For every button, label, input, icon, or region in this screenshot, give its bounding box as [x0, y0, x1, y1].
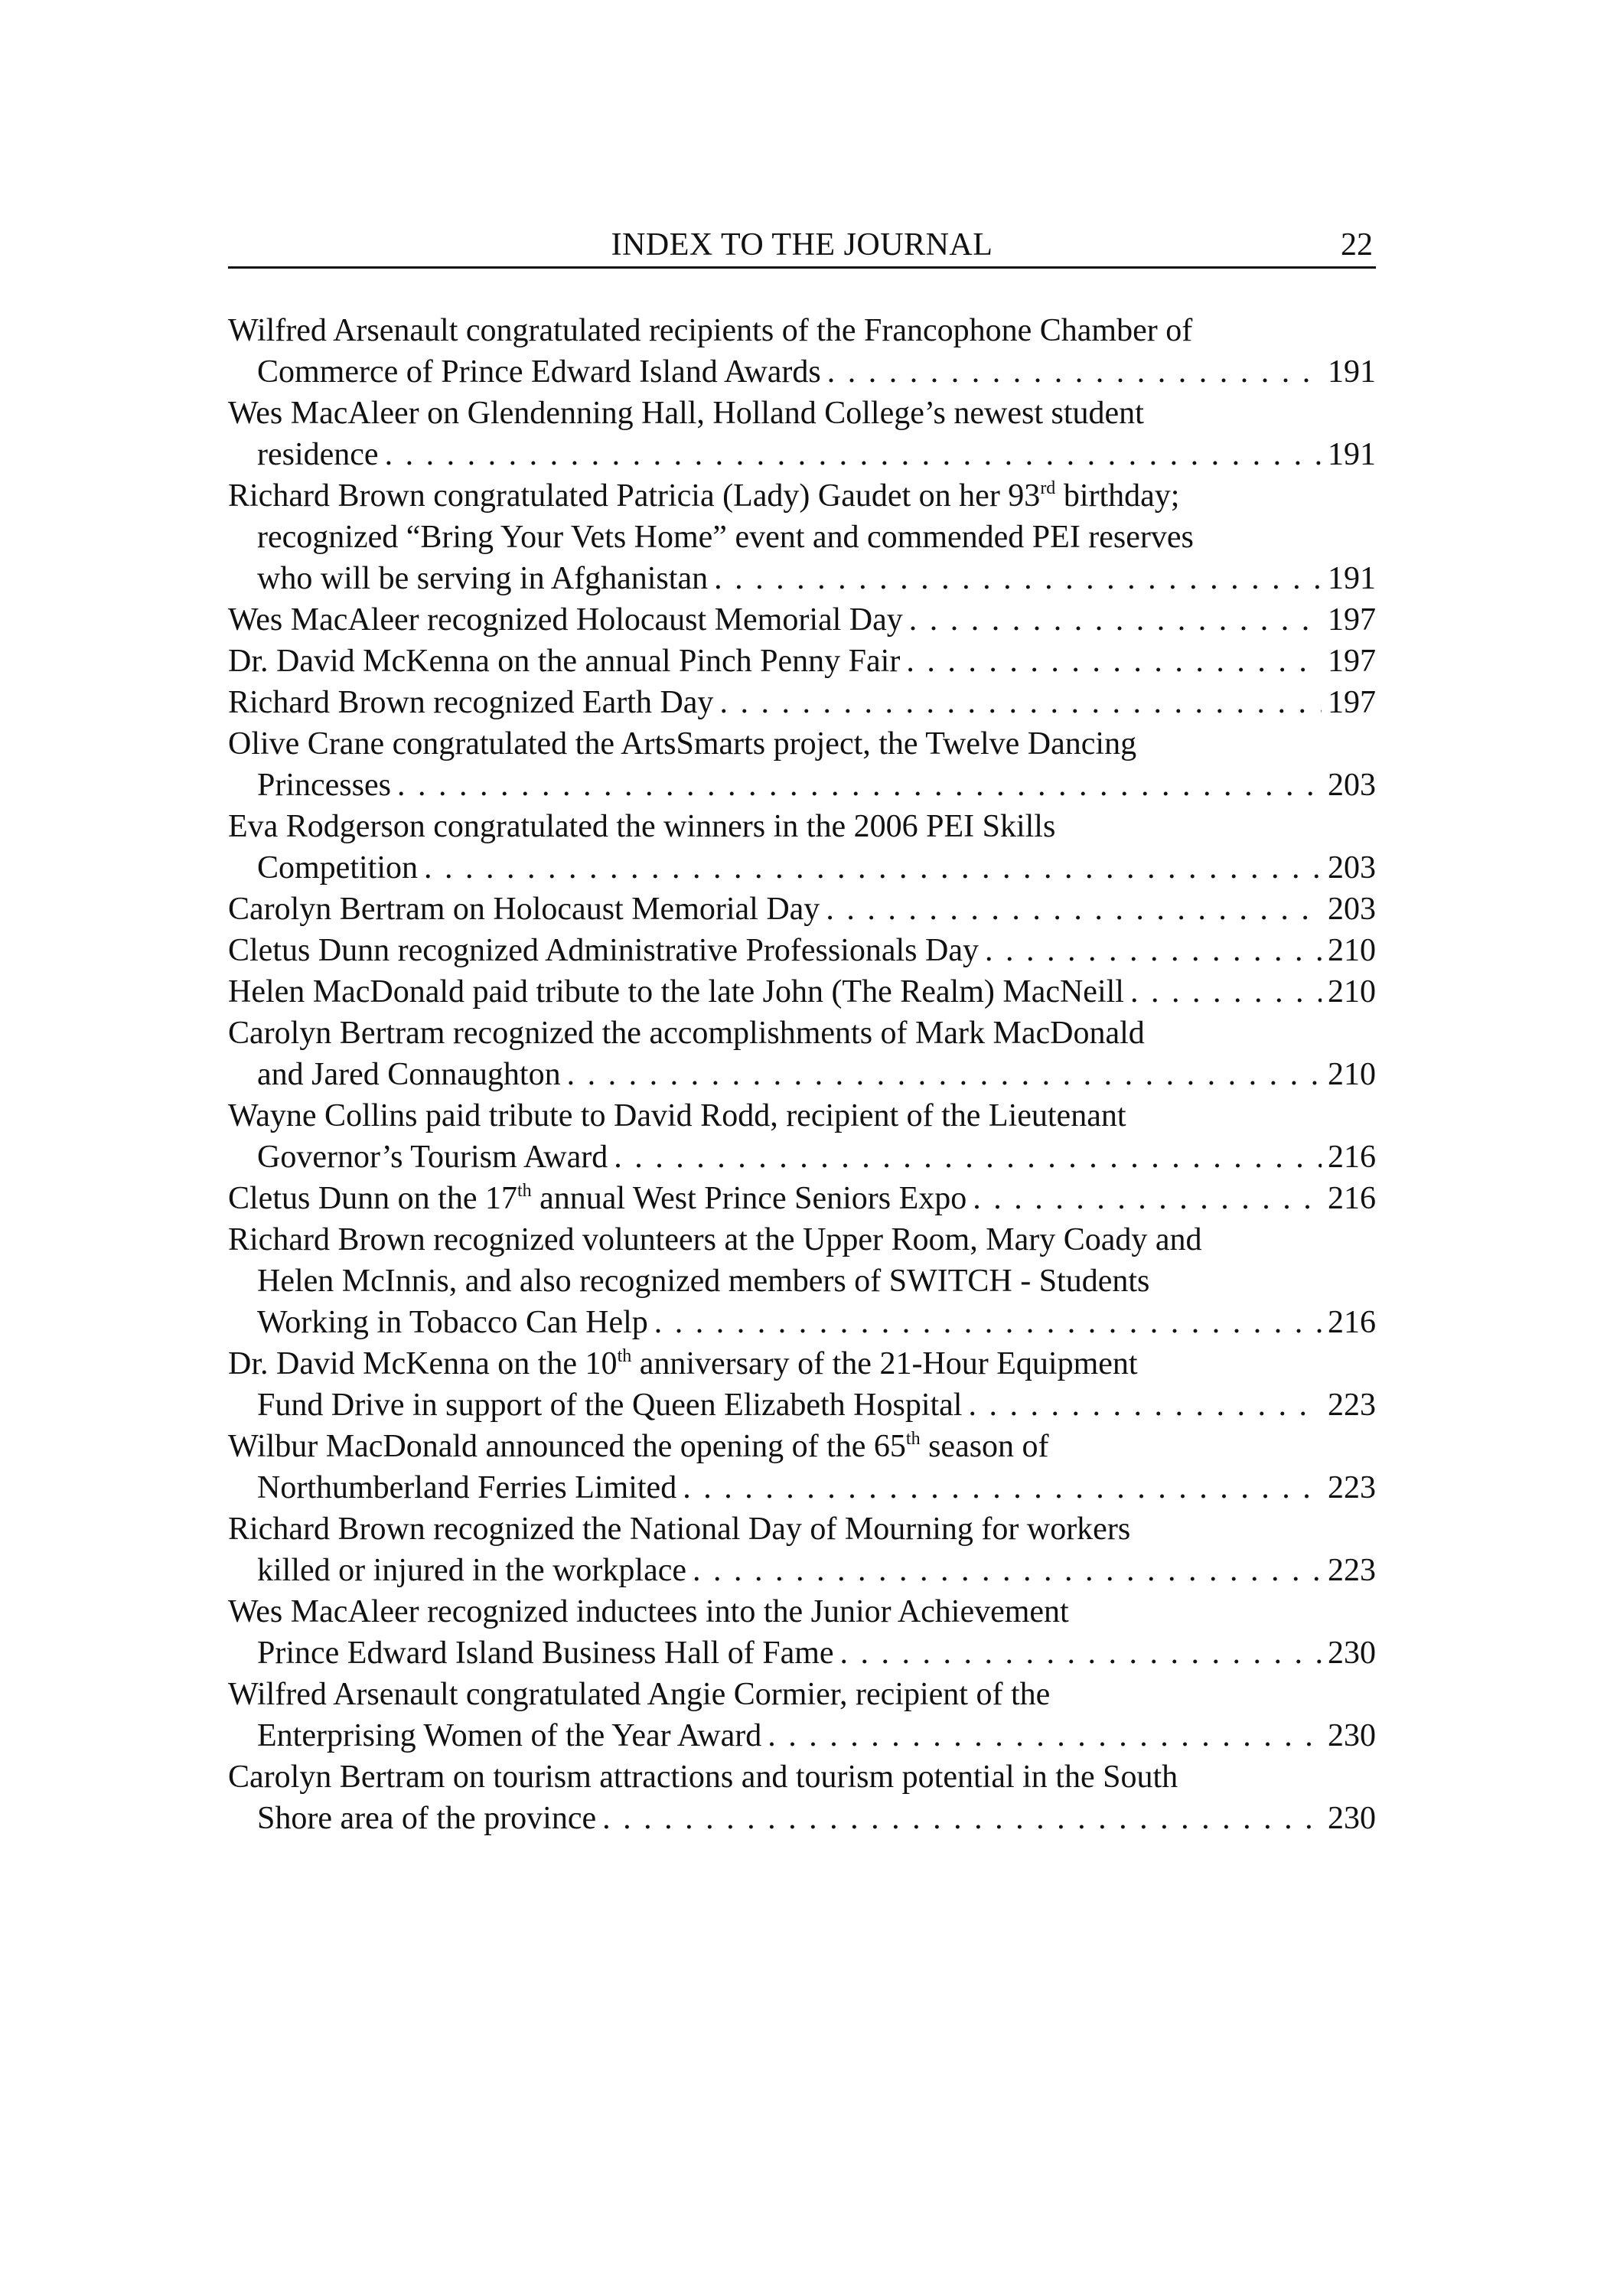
entry-page-number: 223	[1328, 1388, 1376, 1423]
dot-leader	[840, 1632, 1322, 1674]
index-entry-line	[228, 1013, 1376, 1054]
index-entry-line	[228, 847, 1376, 889]
entry-text: Helen McInnis, and also recognized members of SWITCH - Students	[257, 1264, 1150, 1299]
entry-text: Competition	[257, 850, 418, 885]
dot-leader	[909, 599, 1322, 641]
index-entry-line	[228, 1384, 1376, 1426]
entry-page-number: 210	[1328, 1057, 1376, 1092]
dot-leader	[424, 847, 1322, 889]
index-entry-line	[228, 1219, 1376, 1261]
entry-text: Richard Brown recognized the National Day of Mourning for workers	[228, 1512, 1131, 1547]
index-entry	[228, 1674, 1376, 1756]
index-entry-line	[228, 1302, 1376, 1343]
index-entry	[228, 806, 1376, 889]
index-entry-line	[228, 1591, 1376, 1632]
entry-page-number: 230	[1328, 1636, 1376, 1671]
dot-leader	[714, 558, 1322, 599]
entry-text: Shore area of the province	[257, 1801, 597, 1836]
entry-text: residence	[257, 437, 379, 472]
entry-text: Wes MacAleer on Glendenning Hall, Holland College’s newest student	[228, 396, 1144, 431]
index-entry	[228, 1219, 1376, 1343]
dot-leader	[826, 889, 1322, 930]
entry-text: Wes MacAleer recognized inductees into the Junior Achievement	[228, 1594, 1069, 1629]
entry-page-number: 223	[1328, 1470, 1376, 1505]
entry-text: Working in Tobacco Can Help	[257, 1305, 648, 1340]
index-entry	[228, 1095, 1376, 1178]
index-entry	[228, 1756, 1376, 1839]
index-entry	[228, 889, 1376, 930]
index-entry-line	[228, 351, 1376, 393]
dot-leader	[693, 1550, 1322, 1591]
entry-text: killed or injured in the workplace	[257, 1553, 686, 1588]
index-entry-line	[228, 1632, 1376, 1674]
index-entry	[228, 1591, 1376, 1674]
entry-page-number: 230	[1328, 1718, 1376, 1753]
entry-text: Cletus Dunn on the 17th annual West Prince Seniors Expo	[228, 1181, 967, 1216]
index-entry-line	[228, 1261, 1376, 1302]
index-entry	[228, 723, 1376, 806]
entry-text: Prince Edward Island Business Hall of Fame	[257, 1636, 834, 1671]
index-entry-line	[228, 1095, 1376, 1137]
entry-text: who will be serving in Afghanistan	[257, 561, 709, 596]
dot-leader	[567, 1054, 1322, 1095]
index-entry-line	[228, 1756, 1376, 1798]
index-entry-line	[228, 599, 1376, 641]
index-entry-line	[228, 723, 1376, 765]
entry-text: Wayne Collins paid tribute to David Rodd, recipient of the Lieutenant	[228, 1098, 1126, 1133]
index-entry-line	[228, 310, 1376, 351]
index-entry-list	[228, 310, 1376, 1839]
index-entry	[228, 641, 1376, 682]
index-entry	[228, 1013, 1376, 1095]
header-page-number: 22	[1341, 227, 1373, 263]
dot-leader	[683, 1467, 1322, 1508]
dot-leader	[973, 1178, 1322, 1219]
index-entry	[228, 310, 1376, 393]
entry-text: Princesses	[257, 768, 391, 803]
dot-leader	[654, 1302, 1322, 1343]
index-entry	[228, 599, 1376, 641]
dot-leader	[385, 434, 1322, 475]
entry-text: and Jared Connaughton	[257, 1057, 561, 1092]
entry-page-number: 203	[1328, 892, 1376, 927]
dot-leader	[602, 1798, 1322, 1839]
index-entry-line	[228, 393, 1376, 434]
index-entry-line	[228, 1343, 1376, 1384]
index-entry	[228, 682, 1376, 723]
entry-page-number: 216	[1328, 1305, 1376, 1340]
dot-leader	[1130, 971, 1322, 1013]
index-entry	[228, 971, 1376, 1013]
entry-text: Helen MacDonald paid tribute to the late John (The Realm) MacNeill	[228, 974, 1124, 1009]
entry-text: Carolyn Bertram recognized the accomplishments of Mark MacDonald	[228, 1016, 1145, 1051]
index-entry-line	[228, 765, 1376, 806]
entry-text: Dr. David McKenna on the annual Pinch Penny Fair	[228, 644, 901, 679]
entry-page-number: 191	[1328, 354, 1376, 390]
entry-page-number: 203	[1328, 768, 1376, 803]
index-entry-line	[228, 1426, 1376, 1467]
entry-text: Dr. David McKenna on the 10th anniversary of the 21-Hour Equipment	[228, 1346, 1138, 1381]
entry-text: Wilfred Arsenault congratulated Angie Cormier, recipient of the	[228, 1677, 1051, 1712]
index-entry-line	[228, 1467, 1376, 1508]
entry-page-number: 210	[1328, 974, 1376, 1009]
index-entry-line	[228, 1054, 1376, 1095]
index-entry	[228, 1426, 1376, 1508]
entry-page-number: 210	[1328, 933, 1376, 968]
index-entry-line	[228, 1674, 1376, 1715]
entry-page-number: 230	[1328, 1801, 1376, 1836]
dot-leader	[768, 1715, 1322, 1756]
header-title: INDEX TO THE JOURNAL	[611, 227, 993, 263]
entry-page-number: 223	[1328, 1553, 1376, 1588]
entry-page-number: 197	[1328, 685, 1376, 720]
dot-leader	[827, 351, 1322, 393]
index-entry-line	[228, 1798, 1376, 1839]
entry-page-number: 197	[1328, 602, 1376, 638]
index-entry-line	[228, 1550, 1376, 1591]
index-entry-line	[228, 1137, 1376, 1178]
index-entry	[228, 930, 1376, 971]
index-entry-line	[228, 682, 1376, 723]
entry-text: Richard Brown recognized Earth Day	[228, 685, 714, 720]
dot-leader	[985, 930, 1322, 971]
running-header	[228, 222, 1376, 269]
dot-leader	[719, 682, 1322, 723]
index-entry-line	[228, 475, 1376, 517]
index-entry-line	[228, 930, 1376, 971]
entry-text: Fund Drive in support of the Queen Elizabeth Hospital	[257, 1388, 963, 1423]
entry-page-number: 197	[1328, 644, 1376, 679]
index-entry-line	[228, 1178, 1376, 1219]
index-entry-line	[228, 806, 1376, 847]
entry-text: Eva Rodgerson congratulated the winners in the 2006 PEI Skills	[228, 809, 1056, 844]
entry-text: Wilbur MacDonald announced the opening of the 65th season of	[228, 1429, 1049, 1464]
entry-text: Wes MacAleer recognized Holocaust Memorial Day	[228, 602, 903, 638]
entry-page-number: 216	[1328, 1181, 1376, 1216]
index-entry-line	[228, 889, 1376, 930]
index-entry-line	[228, 641, 1376, 682]
entry-text: Wilfred Arsenault congratulated recipients of the Francophone Chamber of	[228, 313, 1193, 348]
index-entry-line	[228, 434, 1376, 475]
dot-leader	[906, 641, 1322, 682]
index-entry-line	[228, 517, 1376, 558]
entry-text: Commerce of Prince Edward Island Awards	[257, 354, 821, 390]
dot-leader	[968, 1384, 1322, 1426]
entry-text: Enterprising Women of the Year Award	[257, 1718, 762, 1753]
entry-text: Carolyn Bertram on tourism attractions and tourism potential in the South	[228, 1760, 1178, 1795]
dot-leader	[614, 1137, 1322, 1178]
entry-page-number: 191	[1328, 561, 1376, 596]
index-entry-line	[228, 971, 1376, 1013]
entry-text: Northumberland Ferries Limited	[257, 1470, 677, 1505]
dot-leader	[397, 765, 1322, 806]
index-entry	[228, 1508, 1376, 1591]
index-entry-line	[228, 1715, 1376, 1756]
journal-index-page	[228, 222, 1376, 1839]
entry-text: Richard Brown recognized volunteers at the Upper Room, Mary Coady and	[228, 1222, 1202, 1257]
entry-text: Carolyn Bertram on Holocaust Memorial Day	[228, 892, 820, 927]
index-entry	[228, 393, 1376, 475]
index-entry-line	[228, 1508, 1376, 1550]
entry-text: Richard Brown congratulated Patricia (Lady) Gaudet on her 93rd birthday;	[228, 478, 1180, 514]
entry-page-number: 191	[1328, 437, 1376, 472]
entry-text: Olive Crane congratulated the ArtsSmarts project, the Twelve Dancing	[228, 726, 1137, 762]
index-entry	[228, 1178, 1376, 1219]
index-entry	[228, 1343, 1376, 1426]
entry-text: Governor’s Tourism Award	[257, 1140, 608, 1175]
index-entry	[228, 475, 1376, 599]
entry-text: Cletus Dunn recognized Administrative Professionals Day	[228, 933, 979, 968]
entry-page-number: 216	[1328, 1140, 1376, 1175]
index-entry-line	[228, 558, 1376, 599]
entry-page-number: 203	[1328, 850, 1376, 885]
entry-text: recognized “Bring Your Vets Home” event and commended PEI reserves	[257, 520, 1194, 555]
